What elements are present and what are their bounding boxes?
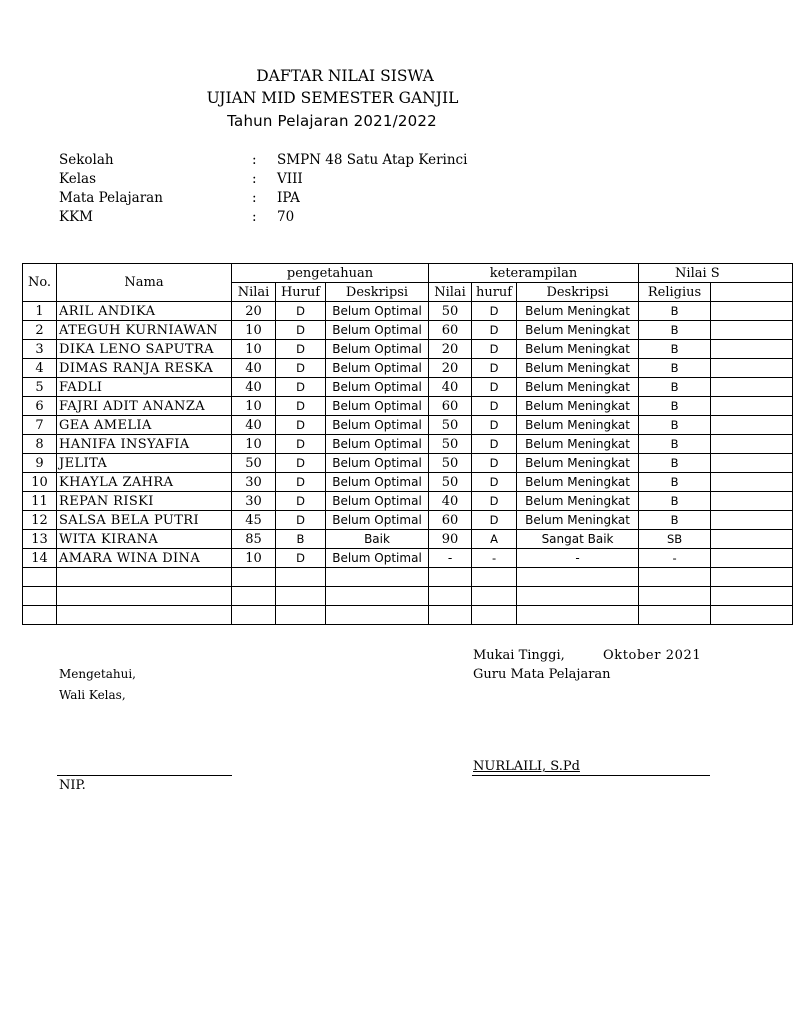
cell-k-huruf: D	[472, 321, 517, 340]
cell-p-desk: Baik	[326, 530, 429, 549]
cell-p-desk: Belum Optimal	[326, 473, 429, 492]
cell-p-desk: Belum Optimal	[326, 435, 429, 454]
cell-p-desk: Belum Optimal	[326, 416, 429, 435]
cell-religius: B	[639, 473, 711, 492]
cell-p-huruf: D	[276, 492, 326, 511]
table-row	[23, 530, 793, 549]
cell-empty	[232, 587, 276, 606]
header-blank	[711, 283, 793, 302]
cell-p-nilai: 45	[232, 511, 276, 530]
cell-no: 5	[23, 378, 57, 397]
teacher-name: NURLAILI, S.Pd	[473, 759, 580, 774]
cell-p-huruf: D	[276, 473, 326, 492]
cell-k-nilai: 20	[429, 359, 472, 378]
header-no: No.	[23, 264, 57, 302]
cell-k-desk: Belum Meningkat	[517, 359, 639, 378]
info-separator: :	[252, 171, 257, 187]
wali-kelas-label: Wali Kelas,	[59, 688, 126, 702]
cell-nama: JELITA	[57, 454, 232, 473]
cell-p-huruf: B	[276, 530, 326, 549]
cell-no: 10	[23, 473, 57, 492]
cell-p-desk: Belum Optimal	[326, 549, 429, 568]
cell-p-nilai: 10	[232, 397, 276, 416]
cell-empty	[639, 587, 711, 606]
cell-p-huruf: D	[276, 359, 326, 378]
cell-empty	[57, 587, 232, 606]
cell-p-nilai: 30	[232, 473, 276, 492]
cell-k-nilai: 50	[429, 435, 472, 454]
cell-p-desk: Belum Optimal	[326, 492, 429, 511]
header-k-huruf: huruf	[472, 283, 517, 302]
cell-empty	[429, 568, 472, 587]
cell-religius: B	[639, 435, 711, 454]
wali-signature-line	[57, 775, 232, 776]
info-label: Sekolah	[59, 152, 114, 168]
header-pengetahuan: pengetahuan	[232, 264, 429, 283]
cell-p-huruf: D	[276, 378, 326, 397]
cell-k-desk: Belum Meningkat	[517, 416, 639, 435]
cell-empty	[639, 606, 711, 625]
cell-p-huruf: D	[276, 340, 326, 359]
info-label: KKM	[59, 209, 93, 225]
cell-p-nilai: 10	[232, 340, 276, 359]
cell-p-desk: Belum Optimal	[326, 359, 429, 378]
table-row	[23, 378, 793, 397]
cell-empty	[472, 587, 517, 606]
cell-p-desk: Belum Optimal	[326, 321, 429, 340]
cell-p-desk: Belum Optimal	[326, 302, 429, 321]
header-k-deskripsi: Deskripsi	[517, 283, 639, 302]
cell-no: 9	[23, 454, 57, 473]
cell-empty	[429, 606, 472, 625]
cell-blank	[711, 321, 793, 340]
table-row	[23, 302, 793, 321]
table-row	[23, 435, 793, 454]
cell-k-nilai: 50	[429, 302, 472, 321]
cell-nama: SALSA BELA PUTRI	[57, 511, 232, 530]
cell-religius: B	[639, 511, 711, 530]
cell-religius: -	[639, 549, 711, 568]
cell-k-huruf: D	[472, 454, 517, 473]
table-row	[23, 397, 793, 416]
cell-religius: SB	[639, 530, 711, 549]
cell-k-huruf: D	[472, 435, 517, 454]
info-label: Kelas	[59, 171, 97, 187]
cell-no: 3	[23, 340, 57, 359]
cell-nama: GEA AMELIA	[57, 416, 232, 435]
cell-k-huruf: D	[472, 359, 517, 378]
cell-blank	[711, 530, 793, 549]
cell-p-nilai: 10	[232, 435, 276, 454]
cell-blank	[711, 492, 793, 511]
table-row-empty	[23, 606, 793, 625]
cell-k-nilai: 60	[429, 321, 472, 340]
table-row	[23, 473, 793, 492]
cell-k-desk: Belum Meningkat	[517, 321, 639, 340]
cell-empty	[517, 568, 639, 587]
cell-p-huruf: D	[276, 549, 326, 568]
cell-religius: B	[639, 359, 711, 378]
cell-religius: B	[639, 340, 711, 359]
cell-k-huruf: D	[472, 416, 517, 435]
cell-empty	[326, 606, 429, 625]
cell-nama: FAJRI ADIT ANANZA	[57, 397, 232, 416]
document-title: DAFTAR NILAI SISWA	[256, 67, 434, 85]
cell-empty	[276, 587, 326, 606]
cell-p-huruf: D	[276, 302, 326, 321]
cell-p-huruf: D	[276, 435, 326, 454]
cell-k-nilai: 40	[429, 378, 472, 397]
cell-p-nilai: 85	[232, 530, 276, 549]
cell-nama: HANIFA INSYAFIA	[57, 435, 232, 454]
cell-blank	[711, 511, 793, 530]
cell-empty	[517, 587, 639, 606]
month-year: Oktober 2021	[603, 648, 702, 663]
cell-religius: B	[639, 454, 711, 473]
header-k-nilai: Nilai	[429, 283, 472, 302]
cell-empty	[326, 587, 429, 606]
info-separator: :	[252, 209, 257, 225]
cell-empty	[276, 606, 326, 625]
info-value: VIII	[277, 171, 303, 187]
cell-k-nilai: 60	[429, 397, 472, 416]
info-separator: :	[252, 190, 257, 206]
cell-empty	[57, 606, 232, 625]
cell-religius: B	[639, 397, 711, 416]
cell-k-huruf: D	[472, 378, 517, 397]
cell-blank	[711, 454, 793, 473]
table-row	[23, 359, 793, 378]
cell-empty	[711, 606, 793, 625]
cell-blank	[711, 359, 793, 378]
grades-table-container	[22, 263, 720, 628]
cell-religius: B	[639, 302, 711, 321]
header-p-huruf: Huruf	[276, 283, 326, 302]
cell-p-huruf: D	[276, 397, 326, 416]
table-row	[23, 511, 793, 530]
cell-k-huruf: D	[472, 397, 517, 416]
cell-k-nilai: 20	[429, 340, 472, 359]
cell-empty	[639, 568, 711, 587]
cell-religius: B	[639, 378, 711, 397]
teacher-signature-line	[472, 775, 710, 776]
cell-k-desk: Sangat Baik	[517, 530, 639, 549]
table-row	[23, 492, 793, 511]
cell-blank	[711, 549, 793, 568]
cell-religius: B	[639, 492, 711, 511]
cell-p-huruf: D	[276, 321, 326, 340]
cell-nama: ATEGUH KURNIAWAN	[57, 321, 232, 340]
cell-k-nilai: 50	[429, 416, 472, 435]
cell-blank	[711, 473, 793, 492]
cell-no: 12	[23, 511, 57, 530]
cell-religius: B	[639, 416, 711, 435]
cell-p-nilai: 50	[232, 454, 276, 473]
place-date: Mukai Tinggi,	[473, 648, 565, 663]
table-row	[23, 454, 793, 473]
header-religius: Religius	[639, 283, 711, 302]
cell-k-desk: Belum Meningkat	[517, 340, 639, 359]
cell-religius: B	[639, 321, 711, 340]
cell-blank	[711, 340, 793, 359]
cell-blank	[711, 435, 793, 454]
cell-empty	[711, 568, 793, 587]
cell-p-nilai: 20	[232, 302, 276, 321]
cell-empty	[23, 568, 57, 587]
cell-empty	[711, 587, 793, 606]
cell-p-nilai: 10	[232, 321, 276, 340]
info-label: Mata Pelajaran	[59, 190, 163, 206]
header-nilai-sikap: Nilai S	[639, 264, 793, 283]
cell-empty	[472, 606, 517, 625]
cell-k-nilai: 50	[429, 473, 472, 492]
cell-nama: KHAYLA ZAHRA	[57, 473, 232, 492]
cell-k-nilai: 60	[429, 511, 472, 530]
document-subtitle: UJIAN MID SEMESTER GANJIL	[206, 89, 459, 107]
cell-k-desk: Belum Meningkat	[517, 454, 639, 473]
cell-blank	[711, 302, 793, 321]
info-value: SMPN 48 Satu Atap Kerinci	[277, 152, 468, 168]
cell-empty	[472, 568, 517, 587]
header-p-deskripsi: Deskripsi	[326, 283, 429, 302]
cell-p-desk: Belum Optimal	[326, 340, 429, 359]
cell-blank	[711, 397, 793, 416]
cell-nama: WITA KIRANA	[57, 530, 232, 549]
cell-k-desk: Belum Meningkat	[517, 511, 639, 530]
header-nama: Nama	[57, 264, 232, 302]
cell-k-nilai: 90	[429, 530, 472, 549]
cell-k-huruf: -	[472, 549, 517, 568]
mengetahui-label: Mengetahui,	[59, 667, 136, 681]
cell-p-desk: Belum Optimal	[326, 454, 429, 473]
table-row	[23, 549, 793, 568]
cell-nama: REPAN RISKI	[57, 492, 232, 511]
cell-nama: DIMAS RANJA RESKA	[57, 359, 232, 378]
cell-p-huruf: D	[276, 454, 326, 473]
cell-nama: AMARA WINA DINA	[57, 549, 232, 568]
cell-empty	[232, 568, 276, 587]
cell-k-nilai: 50	[429, 454, 472, 473]
cell-empty	[57, 568, 232, 587]
cell-empty	[429, 587, 472, 606]
cell-p-nilai: 30	[232, 492, 276, 511]
cell-no: 8	[23, 435, 57, 454]
nip-label: NIP.	[59, 778, 86, 793]
cell-k-huruf: D	[472, 511, 517, 530]
cell-nama: DIKA LENO SAPUTRA	[57, 340, 232, 359]
cell-empty	[232, 606, 276, 625]
cell-k-huruf: D	[472, 302, 517, 321]
cell-empty	[276, 568, 326, 587]
header-p-nilai: Nilai	[232, 283, 276, 302]
cell-no: 4	[23, 359, 57, 378]
info-value: IPA	[277, 190, 300, 206]
info-separator: :	[252, 152, 257, 168]
cell-no: 14	[23, 549, 57, 568]
cell-k-nilai: -	[429, 549, 472, 568]
cell-k-desk: Belum Meningkat	[517, 492, 639, 511]
cell-nama: FADLI	[57, 378, 232, 397]
cell-p-desk: Belum Optimal	[326, 378, 429, 397]
cell-k-huruf: D	[472, 473, 517, 492]
cell-k-huruf: D	[472, 340, 517, 359]
cell-p-nilai: 40	[232, 378, 276, 397]
cell-empty	[23, 606, 57, 625]
cell-empty	[23, 587, 57, 606]
cell-blank	[711, 378, 793, 397]
cell-p-nilai: 10	[232, 549, 276, 568]
cell-p-desk: Belum Optimal	[326, 397, 429, 416]
table-row	[23, 321, 793, 340]
cell-no: 13	[23, 530, 57, 549]
guru-label: Guru Mata Pelajaran	[473, 667, 611, 682]
cell-k-desk: Belum Meningkat	[517, 435, 639, 454]
cell-no: 1	[23, 302, 57, 321]
cell-k-nilai: 40	[429, 492, 472, 511]
grades-table-body	[23, 302, 793, 625]
cell-no: 7	[23, 416, 57, 435]
grades-table	[22, 263, 793, 625]
cell-empty	[326, 568, 429, 587]
table-row	[23, 340, 793, 359]
cell-blank	[711, 416, 793, 435]
info-value: 70	[277, 209, 295, 225]
cell-p-nilai: 40	[232, 416, 276, 435]
cell-p-huruf: D	[276, 416, 326, 435]
header-keterampilan: keterampilan	[429, 264, 639, 283]
cell-k-huruf: A	[472, 530, 517, 549]
cell-p-nilai: 40	[232, 359, 276, 378]
cell-no: 6	[23, 397, 57, 416]
cell-k-desk: Belum Meningkat	[517, 378, 639, 397]
cell-k-desk: Belum Meningkat	[517, 473, 639, 492]
cell-no: 11	[23, 492, 57, 511]
table-row	[23, 416, 793, 435]
cell-k-desk: -	[517, 549, 639, 568]
cell-p-huruf: D	[276, 511, 326, 530]
cell-k-desk: Belum Meningkat	[517, 302, 639, 321]
table-row-empty	[23, 568, 793, 587]
academic-year: Tahun Pelajaran 2021/2022	[227, 112, 437, 130]
cell-nama: ARIL ANDIKA	[57, 302, 232, 321]
cell-p-desk: Belum Optimal	[326, 511, 429, 530]
cell-empty	[517, 606, 639, 625]
cell-k-desk: Belum Meningkat	[517, 397, 639, 416]
table-row-empty	[23, 587, 793, 606]
cell-no: 2	[23, 321, 57, 340]
cell-k-huruf: D	[472, 492, 517, 511]
